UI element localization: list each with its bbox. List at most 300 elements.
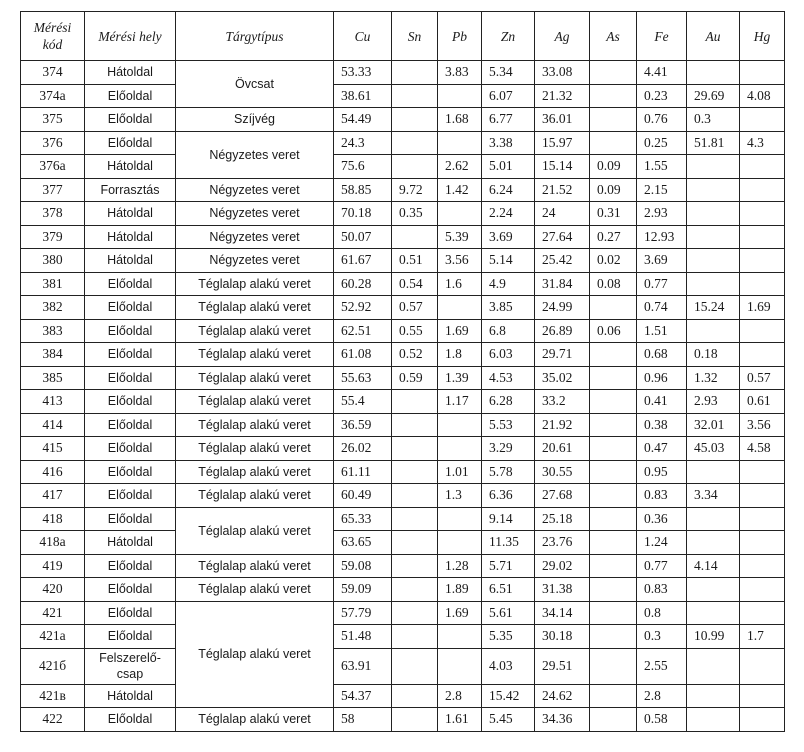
location-cell: Hátoldal bbox=[85, 155, 176, 179]
location-cell: Előoldal bbox=[85, 625, 176, 649]
value-cell-cu: 62.51 bbox=[334, 319, 392, 343]
object-type-cell: Téglalap alakú veret bbox=[176, 437, 334, 461]
value-cell-pb bbox=[438, 413, 482, 437]
header-cell: Sn bbox=[392, 12, 438, 61]
table-row bbox=[21, 319, 785, 343]
location-cell: Előoldal bbox=[85, 296, 176, 320]
value-cell-hg bbox=[740, 601, 785, 625]
value-cell-pb: 1.89 bbox=[438, 578, 482, 602]
value-cell-pb: 3.56 bbox=[438, 249, 482, 273]
header-cell: Mérési hely bbox=[85, 12, 176, 61]
object-type-cell: Téglalap alakú veret bbox=[176, 507, 334, 554]
value-cell-ag: 15.14 bbox=[535, 155, 590, 179]
value-cell-au: 4.14 bbox=[687, 554, 740, 578]
value-cell-ag: 30.18 bbox=[535, 625, 590, 649]
value-cell-hg bbox=[740, 507, 785, 531]
object-type-cell: Négyzetes veret bbox=[176, 202, 334, 226]
measurement-code-cell: 418a bbox=[21, 531, 85, 555]
table-row bbox=[21, 272, 785, 296]
header-cell: Ag bbox=[535, 12, 590, 61]
value-cell-pb bbox=[438, 507, 482, 531]
location-cell: Előoldal bbox=[85, 708, 176, 732]
value-cell-fe: 1.24 bbox=[637, 531, 687, 555]
value-cell-hg bbox=[740, 202, 785, 226]
value-cell-sn bbox=[392, 507, 438, 531]
table-row bbox=[21, 484, 785, 508]
value-cell-hg bbox=[740, 249, 785, 273]
value-cell-fe: 2.55 bbox=[637, 648, 687, 684]
value-cell-zn: 5.14 bbox=[482, 249, 535, 273]
value-cell-cu: 58 bbox=[334, 708, 392, 732]
measurement-code-cell: 421 bbox=[21, 601, 85, 625]
value-cell-hg bbox=[740, 684, 785, 708]
value-cell-cu: 24.3 bbox=[334, 131, 392, 155]
object-type-cell: Szíjvég bbox=[176, 108, 334, 132]
value-cell-sn bbox=[392, 413, 438, 437]
value-cell-pb: 1.17 bbox=[438, 390, 482, 414]
measurement-code-cell: 375 bbox=[21, 108, 85, 132]
measurement-code-cell: 418 bbox=[21, 507, 85, 531]
header-cell: Cu bbox=[334, 12, 392, 61]
value-cell-cu: 55.63 bbox=[334, 366, 392, 390]
location-cell: Hátoldal bbox=[85, 684, 176, 708]
value-cell-fe: 3.69 bbox=[637, 249, 687, 273]
object-type-cell: Téglalap alakú veret bbox=[176, 601, 334, 708]
value-cell-hg bbox=[740, 531, 785, 555]
value-cell-fe: 0.83 bbox=[637, 484, 687, 508]
value-cell-au: 0.18 bbox=[687, 343, 740, 367]
value-cell-pb bbox=[438, 202, 482, 226]
table-row bbox=[21, 578, 785, 602]
value-cell-fe: 0.95 bbox=[637, 460, 687, 484]
object-type-cell: Téglalap alakú veret bbox=[176, 390, 334, 414]
value-cell-ag: 25.42 bbox=[535, 249, 590, 273]
value-cell-fe: 0.36 bbox=[637, 507, 687, 531]
value-cell-hg: 4.58 bbox=[740, 437, 785, 461]
value-cell-zn: 11.35 bbox=[482, 531, 535, 555]
table-row bbox=[21, 708, 785, 732]
location-cell: Előoldal bbox=[85, 460, 176, 484]
value-cell-hg bbox=[740, 178, 785, 202]
value-cell-cu: 61.11 bbox=[334, 460, 392, 484]
header-cell: As bbox=[590, 12, 637, 61]
measurement-code-cell: 421a bbox=[21, 625, 85, 649]
value-cell-sn: 9.72 bbox=[392, 178, 438, 202]
value-cell-zn: 3.29 bbox=[482, 437, 535, 461]
location-cell: Hátoldal bbox=[85, 225, 176, 249]
value-cell-zn: 6.77 bbox=[482, 108, 535, 132]
table-row bbox=[21, 390, 785, 414]
value-cell-hg: 3.56 bbox=[740, 413, 785, 437]
measurement-code-cell: 421в bbox=[21, 684, 85, 708]
value-cell-pb: 1.8 bbox=[438, 343, 482, 367]
value-cell-pb bbox=[438, 437, 482, 461]
value-cell-hg bbox=[740, 108, 785, 132]
value-cell-cu: 55.4 bbox=[334, 390, 392, 414]
location-cell: Előoldal bbox=[85, 343, 176, 367]
measurement-code-cell: 382 bbox=[21, 296, 85, 320]
value-cell-au: 15.24 bbox=[687, 296, 740, 320]
value-cell-au bbox=[687, 178, 740, 202]
value-cell-zn: 2.24 bbox=[482, 202, 535, 226]
table-row bbox=[21, 131, 785, 155]
value-cell-cu: 36.59 bbox=[334, 413, 392, 437]
value-cell-as bbox=[590, 578, 637, 602]
value-cell-fe: 0.38 bbox=[637, 413, 687, 437]
value-cell-sn: 0.59 bbox=[392, 366, 438, 390]
value-cell-ag: 27.68 bbox=[535, 484, 590, 508]
location-cell: Előoldal bbox=[85, 319, 176, 343]
location-cell: Előoldal bbox=[85, 108, 176, 132]
measurement-code-cell: 419 bbox=[21, 554, 85, 578]
value-cell-pb: 1.39 bbox=[438, 366, 482, 390]
table-row bbox=[21, 61, 785, 85]
value-cell-cu: 63.65 bbox=[334, 531, 392, 555]
value-cell-fe: 0.8 bbox=[637, 601, 687, 625]
measurement-code-cell: 379 bbox=[21, 225, 85, 249]
value-cell-pb: 1.68 bbox=[438, 108, 482, 132]
value-cell-fe: 0.25 bbox=[637, 131, 687, 155]
value-cell-as: 0.06 bbox=[590, 319, 637, 343]
value-cell-zn: 3.85 bbox=[482, 296, 535, 320]
value-cell-hg bbox=[740, 155, 785, 179]
value-cell-zn: 4.03 bbox=[482, 648, 535, 684]
value-cell-ag: 31.84 bbox=[535, 272, 590, 296]
table-row bbox=[21, 343, 785, 367]
location-cell: Előoldal bbox=[85, 437, 176, 461]
value-cell-sn: 0.35 bbox=[392, 202, 438, 226]
value-cell-sn bbox=[392, 61, 438, 85]
table-row bbox=[21, 601, 785, 625]
table-row bbox=[21, 684, 785, 708]
value-cell-au bbox=[687, 601, 740, 625]
value-cell-as bbox=[590, 108, 637, 132]
value-cell-sn bbox=[392, 108, 438, 132]
measurement-code-cell: 413 bbox=[21, 390, 85, 414]
value-cell-ag: 33.08 bbox=[535, 61, 590, 85]
value-cell-au bbox=[687, 648, 740, 684]
measurement-code-cell: 415 bbox=[21, 437, 85, 461]
value-cell-as bbox=[590, 601, 637, 625]
value-cell-cu: 61.08 bbox=[334, 343, 392, 367]
value-cell-pb bbox=[438, 84, 482, 108]
value-cell-pb bbox=[438, 296, 482, 320]
value-cell-as bbox=[590, 484, 637, 508]
value-cell-ag: 23.76 bbox=[535, 531, 590, 555]
value-cell-as: 0.08 bbox=[590, 272, 637, 296]
location-cell: Előoldal bbox=[85, 84, 176, 108]
measurement-code-cell: 422 bbox=[21, 708, 85, 732]
value-cell-as: 0.09 bbox=[590, 155, 637, 179]
object-type-cell: Téglalap alakú veret bbox=[176, 460, 334, 484]
value-cell-fe: 0.41 bbox=[637, 390, 687, 414]
value-cell-as: 0.02 bbox=[590, 249, 637, 273]
value-cell-zn: 3.69 bbox=[482, 225, 535, 249]
value-cell-ag: 20.61 bbox=[535, 437, 590, 461]
object-type-cell: Téglalap alakú veret bbox=[176, 319, 334, 343]
table-row bbox=[21, 108, 785, 132]
value-cell-hg bbox=[740, 272, 785, 296]
value-cell-zn: 5.34 bbox=[482, 61, 535, 85]
value-cell-fe: 0.74 bbox=[637, 296, 687, 320]
table-row bbox=[21, 225, 785, 249]
value-cell-hg bbox=[740, 484, 785, 508]
value-cell-sn bbox=[392, 648, 438, 684]
value-cell-ag: 21.32 bbox=[535, 84, 590, 108]
value-cell-cu: 70.18 bbox=[334, 202, 392, 226]
value-cell-pb: 1.42 bbox=[438, 178, 482, 202]
value-cell-cu: 54.37 bbox=[334, 684, 392, 708]
value-cell-fe: 0.68 bbox=[637, 343, 687, 367]
value-cell-zn: 5.45 bbox=[482, 708, 535, 732]
value-cell-au: 3.34 bbox=[687, 484, 740, 508]
value-cell-au bbox=[687, 61, 740, 85]
measurement-code-cell: 380 bbox=[21, 249, 85, 273]
object-type-cell: Téglalap alakú veret bbox=[176, 708, 334, 732]
header-cell: Mérési kód bbox=[21, 12, 85, 61]
value-cell-sn bbox=[392, 131, 438, 155]
table-row bbox=[21, 437, 785, 461]
table-row bbox=[21, 507, 785, 531]
measurement-code-cell: 414 bbox=[21, 413, 85, 437]
location-cell: Felszerelő-csap bbox=[85, 648, 176, 684]
value-cell-sn bbox=[392, 578, 438, 602]
value-cell-sn bbox=[392, 390, 438, 414]
measurement-code-cell: 376a bbox=[21, 155, 85, 179]
value-cell-pb: 2.62 bbox=[438, 155, 482, 179]
value-cell-au: 29.69 bbox=[687, 84, 740, 108]
value-cell-au bbox=[687, 249, 740, 273]
value-cell-ag: 36.01 bbox=[535, 108, 590, 132]
value-cell-cu: 50.07 bbox=[334, 225, 392, 249]
value-cell-ag: 29.71 bbox=[535, 343, 590, 367]
location-cell: Hátoldal bbox=[85, 249, 176, 273]
value-cell-as bbox=[590, 84, 637, 108]
table-row bbox=[21, 296, 785, 320]
value-cell-zn: 4.9 bbox=[482, 272, 535, 296]
object-type-cell: Téglalap alakú veret bbox=[176, 296, 334, 320]
value-cell-sn bbox=[392, 437, 438, 461]
value-cell-au bbox=[687, 319, 740, 343]
table-row bbox=[21, 249, 785, 273]
value-cell-fe: 2.93 bbox=[637, 202, 687, 226]
measurement-code-cell: 377 bbox=[21, 178, 85, 202]
location-cell: Előoldal bbox=[85, 554, 176, 578]
value-cell-fe: 4.41 bbox=[637, 61, 687, 85]
value-cell-cu: 52.92 bbox=[334, 296, 392, 320]
value-cell-ag: 24 bbox=[535, 202, 590, 226]
value-cell-au bbox=[687, 507, 740, 531]
value-cell-sn: 0.57 bbox=[392, 296, 438, 320]
value-cell-au bbox=[687, 460, 740, 484]
value-cell-au: 2.93 bbox=[687, 390, 740, 414]
value-cell-pb: 1.3 bbox=[438, 484, 482, 508]
value-cell-fe: 0.3 bbox=[637, 625, 687, 649]
value-cell-au: 45.03 bbox=[687, 437, 740, 461]
value-cell-hg bbox=[740, 225, 785, 249]
value-cell-as bbox=[590, 684, 637, 708]
value-cell-cu: 51.48 bbox=[334, 625, 392, 649]
table-row bbox=[21, 625, 785, 649]
value-cell-as bbox=[590, 390, 637, 414]
location-cell: Előoldal bbox=[85, 131, 176, 155]
table-row bbox=[21, 460, 785, 484]
value-cell-pb bbox=[438, 531, 482, 555]
value-cell-sn bbox=[392, 554, 438, 578]
value-cell-au bbox=[687, 225, 740, 249]
value-cell-ag: 24.99 bbox=[535, 296, 590, 320]
value-cell-as: 0.09 bbox=[590, 178, 637, 202]
value-cell-fe: 0.96 bbox=[637, 366, 687, 390]
header-cell: Pb bbox=[438, 12, 482, 61]
value-cell-as bbox=[590, 437, 637, 461]
value-cell-pb: 1.69 bbox=[438, 601, 482, 625]
value-cell-sn: 0.54 bbox=[392, 272, 438, 296]
value-cell-au: 0.3 bbox=[687, 108, 740, 132]
value-cell-ag: 25.18 bbox=[535, 507, 590, 531]
value-cell-fe: 0.76 bbox=[637, 108, 687, 132]
value-cell-au bbox=[687, 155, 740, 179]
value-cell-as bbox=[590, 625, 637, 649]
value-cell-hg: 0.57 bbox=[740, 366, 785, 390]
location-cell: Előoldal bbox=[85, 390, 176, 414]
location-cell: Hátoldal bbox=[85, 202, 176, 226]
value-cell-ag: 33.2 bbox=[535, 390, 590, 414]
value-cell-hg bbox=[740, 343, 785, 367]
table-row bbox=[21, 554, 785, 578]
value-cell-as: 0.31 bbox=[590, 202, 637, 226]
measurement-code-cell: 381 bbox=[21, 272, 85, 296]
value-cell-ag: 31.38 bbox=[535, 578, 590, 602]
value-cell-pb: 2.8 bbox=[438, 684, 482, 708]
table-row bbox=[21, 178, 785, 202]
header-cell: Fe bbox=[637, 12, 687, 61]
value-cell-ag: 21.92 bbox=[535, 413, 590, 437]
value-cell-sn bbox=[392, 225, 438, 249]
location-cell: Előoldal bbox=[85, 272, 176, 296]
table-row bbox=[21, 155, 785, 179]
value-cell-sn bbox=[392, 84, 438, 108]
value-cell-cu: 65.33 bbox=[334, 507, 392, 531]
value-cell-ag: 26.89 bbox=[535, 319, 590, 343]
object-type-cell: Téglalap alakú veret bbox=[176, 413, 334, 437]
table-body bbox=[21, 61, 785, 732]
location-cell: Előoldal bbox=[85, 484, 176, 508]
value-cell-sn bbox=[392, 460, 438, 484]
value-cell-as bbox=[590, 708, 637, 732]
value-cell-fe: 0.58 bbox=[637, 708, 687, 732]
value-cell-pb: 3.83 bbox=[438, 61, 482, 85]
value-cell-hg: 0.61 bbox=[740, 390, 785, 414]
value-cell-cu: 59.08 bbox=[334, 554, 392, 578]
value-cell-pb bbox=[438, 648, 482, 684]
value-cell-pb: 1.61 bbox=[438, 708, 482, 732]
value-cell-fe: 0.23 bbox=[637, 84, 687, 108]
value-cell-as bbox=[590, 531, 637, 555]
value-cell-sn bbox=[392, 531, 438, 555]
header-cell: Au bbox=[687, 12, 740, 61]
value-cell-zn: 4.53 bbox=[482, 366, 535, 390]
object-type-cell: Téglalap alakú veret bbox=[176, 554, 334, 578]
value-cell-zn: 15.42 bbox=[482, 684, 535, 708]
value-cell-cu: 58.85 bbox=[334, 178, 392, 202]
value-cell-as bbox=[590, 554, 637, 578]
value-cell-zn: 6.36 bbox=[482, 484, 535, 508]
value-cell-fe: 0.83 bbox=[637, 578, 687, 602]
value-cell-ag: 34.36 bbox=[535, 708, 590, 732]
value-cell-as bbox=[590, 413, 637, 437]
object-type-cell: Övcsat bbox=[176, 61, 334, 108]
value-cell-as: 0.27 bbox=[590, 225, 637, 249]
value-cell-hg: 1.7 bbox=[740, 625, 785, 649]
value-cell-hg: 1.69 bbox=[740, 296, 785, 320]
value-cell-as bbox=[590, 507, 637, 531]
value-cell-cu: 53.33 bbox=[334, 61, 392, 85]
location-cell: Hátoldal bbox=[85, 531, 176, 555]
value-cell-as bbox=[590, 460, 637, 484]
value-cell-zn: 9.14 bbox=[482, 507, 535, 531]
value-cell-as bbox=[590, 343, 637, 367]
value-cell-au bbox=[687, 531, 740, 555]
value-cell-ag: 35.02 bbox=[535, 366, 590, 390]
object-type-cell: Négyzetes veret bbox=[176, 249, 334, 273]
value-cell-cu: 57.79 bbox=[334, 601, 392, 625]
value-cell-sn: 0.52 bbox=[392, 343, 438, 367]
value-cell-au: 32.01 bbox=[687, 413, 740, 437]
value-cell-cu: 63.91 bbox=[334, 648, 392, 684]
table-row bbox=[21, 531, 785, 555]
value-cell-sn: 0.55 bbox=[392, 319, 438, 343]
measurement-code-cell: 385 bbox=[21, 366, 85, 390]
value-cell-cu: 60.28 bbox=[334, 272, 392, 296]
measurement-code-cell: 420 bbox=[21, 578, 85, 602]
value-cell-ag: 15.97 bbox=[535, 131, 590, 155]
value-cell-cu: 54.49 bbox=[334, 108, 392, 132]
value-cell-ag: 30.55 bbox=[535, 460, 590, 484]
value-cell-sn bbox=[392, 684, 438, 708]
value-cell-sn bbox=[392, 708, 438, 732]
value-cell-as bbox=[590, 61, 637, 85]
measurement-code-cell: 417 bbox=[21, 484, 85, 508]
value-cell-hg: 4.3 bbox=[740, 131, 785, 155]
value-cell-au: 51.81 bbox=[687, 131, 740, 155]
value-cell-sn: 0.51 bbox=[392, 249, 438, 273]
value-cell-zn: 6.24 bbox=[482, 178, 535, 202]
value-cell-cu: 59.09 bbox=[334, 578, 392, 602]
value-cell-pb: 1.6 bbox=[438, 272, 482, 296]
value-cell-sn bbox=[392, 155, 438, 179]
value-cell-as bbox=[590, 131, 637, 155]
value-cell-au: 1.32 bbox=[687, 366, 740, 390]
value-cell-fe: 2.15 bbox=[637, 178, 687, 202]
value-cell-pb bbox=[438, 625, 482, 649]
value-cell-zn: 6.51 bbox=[482, 578, 535, 602]
value-cell-zn: 6.07 bbox=[482, 84, 535, 108]
value-cell-hg bbox=[740, 319, 785, 343]
location-cell: Előoldal bbox=[85, 507, 176, 531]
value-cell-fe: 0.77 bbox=[637, 272, 687, 296]
value-cell-hg: 4.08 bbox=[740, 84, 785, 108]
object-type-cell: Téglalap alakú veret bbox=[176, 484, 334, 508]
value-cell-fe: 12.93 bbox=[637, 225, 687, 249]
value-cell-pb: 1.69 bbox=[438, 319, 482, 343]
value-cell-ag: 29.02 bbox=[535, 554, 590, 578]
measurement-code-cell: 378 bbox=[21, 202, 85, 226]
table-row bbox=[21, 366, 785, 390]
value-cell-fe: 2.8 bbox=[637, 684, 687, 708]
measurement-code-cell: 383 bbox=[21, 319, 85, 343]
location-cell: Előoldal bbox=[85, 366, 176, 390]
